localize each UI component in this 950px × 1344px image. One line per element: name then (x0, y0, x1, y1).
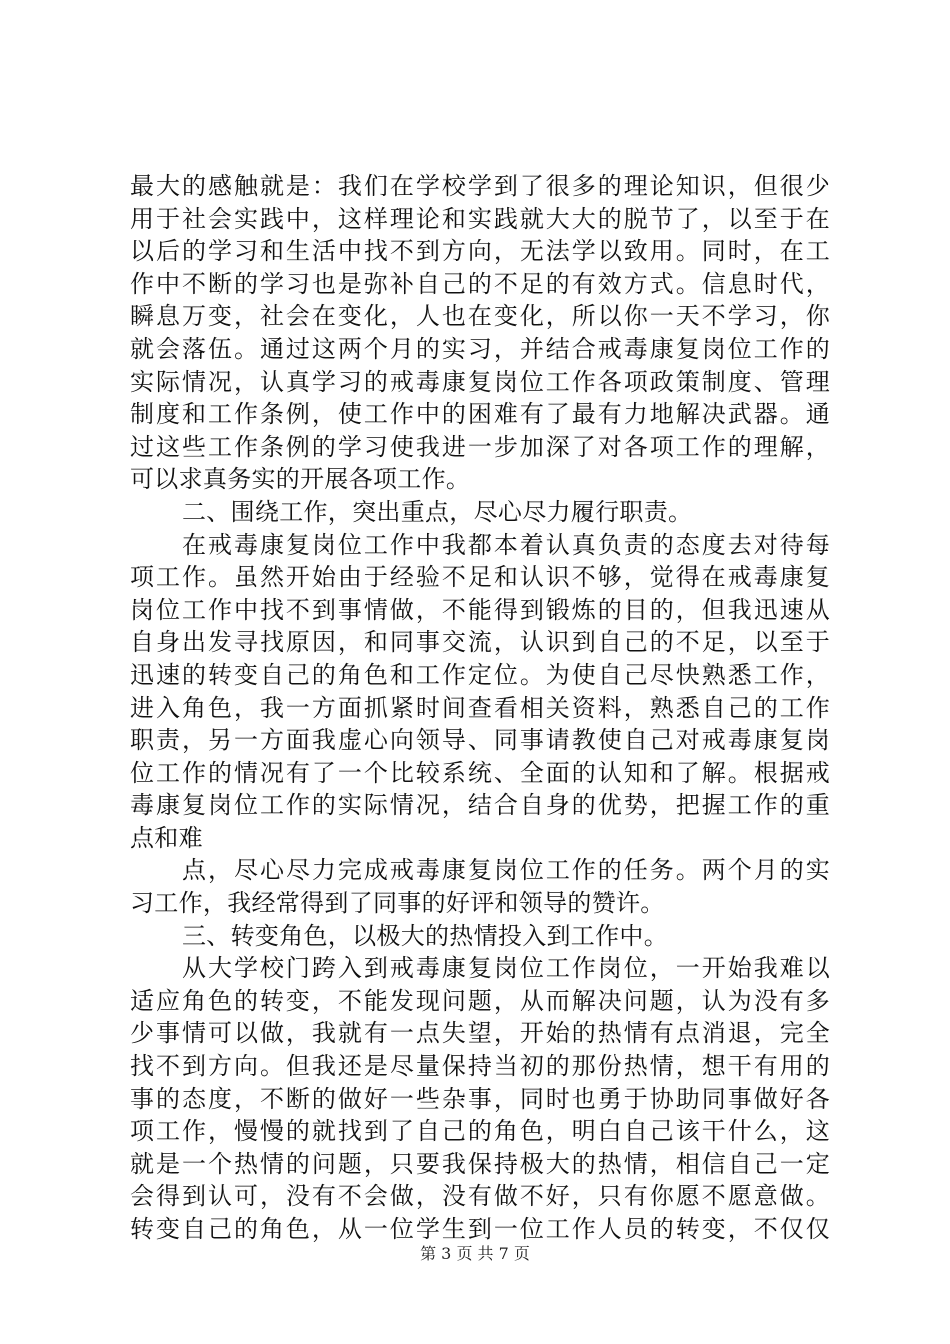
text-line: 岗位工作中找不到事情做，不能得到锻炼的目的，但我迅速从 (130, 595, 830, 624)
text-line: 过这些工作条例的学习使我进一步加深了对各项工作的理解， (130, 432, 830, 461)
text-line: 用于社会实践中，这样理论和实践就大大的脱节了，以至于在 (130, 204, 830, 233)
text-line: 作中不断的学习也是弥补自己的不足的有效方式。信息时代， (130, 269, 830, 298)
text-line: 迅速的转变自己的角色和工作定位。为使自己尽快熟悉工作， (130, 660, 830, 689)
text-line: 少事情可以做，我就有一点失望，开始的热情有点消退，完全 (130, 1019, 830, 1048)
text-line: 项工作，慢慢的就找到了自己的角色，明白自己该干什么，这 (130, 1117, 830, 1146)
text-line: 会得到认可，没有不会做，没有做不好，只有你愿不愿意做。 (130, 1182, 830, 1211)
text-line: 制度和工作条例，使工作中的困难有了最有力地解决武器。通 (130, 400, 830, 429)
text-line: 在戒毒康复岗位工作中我都本着认真负责的态度去对待每 (182, 530, 830, 559)
text-line: 就是一个热情的问题，只要我保持极大的热情，相信自己一定 (130, 1149, 830, 1178)
body-text (130, 170, 830, 1246)
text-line: 自身出发寻找原因，和同事交流，认识到自己的不足，以至于 (130, 628, 830, 657)
text-line: 以后的学习和生活中找不到方向，无法学以致用。同时，在工 (130, 237, 830, 266)
text-line: 最大的感触就是：我们在学校学到了很多的理论知识，但很少 (130, 172, 830, 200)
text-line: 职责，另一方面我虚心向领导、同事请教使自己对戒毒康复岗 (130, 726, 830, 755)
text-line: 瞬息万变，社会在变化，人也在变化，所以你一天不学习，你 (130, 302, 830, 331)
text-line: 位工作的情况有了一个比较系统、全面的认知和了解。根据戒 (130, 758, 830, 787)
text-line: 就会落伍。通过这两个月的实习，并结合戒毒康复岗位工作的 (130, 334, 830, 363)
text-line: 找不到方向。但我还是尽量保持当初的那份热情，想干有用的 (130, 1052, 830, 1081)
page-footer: 第 3 页 共 7 页 (420, 1244, 530, 1263)
text-line: 从大学校门跨入到戒毒康复岗位工作岗位，一开始我难以 (182, 954, 830, 983)
text-line: 三、转变角色，以极大的热情投入到工作中。 (182, 921, 668, 950)
text-line: 毒康复岗位工作的实际情况，结合自身的优势，把握工作的重 (130, 791, 830, 820)
text-line: 转变自己的角色，从一位学生到一位工作人员的转变，不仅仅 (130, 1215, 830, 1243)
text-line: 可以求真务实的开展各项工作。 (130, 465, 471, 494)
text-line: 进入角色，我一方面抓紧时间查看相关资料，熟悉自己的工作 (130, 693, 830, 722)
text-line: 适应角色的转变，不能发现问题，从而解决问题，认为没有多 (130, 986, 830, 1015)
text-line: 实际情况，认真学习的戒毒康复岗位工作各项政策制度、管理 (130, 367, 830, 396)
text-line: 二、围绕工作，突出重点，尽心尽力履行职责。 (182, 497, 693, 526)
text-line: 事的态度，不断的做好一些杂事，同时也勇于协助同事做好各 (130, 1084, 830, 1113)
text-line: 点和难 (130, 823, 203, 852)
text-line: 点，尽心尽力完成戒毒康复岗位工作的任务。两个月的实 (182, 856, 830, 885)
text-line: 项工作。虽然开始由于经验不足和认识不够，觉得在戒毒康复 (130, 563, 830, 592)
text-line: 习工作，我经常得到了同事的好评和领导的赞许。 (130, 889, 665, 918)
